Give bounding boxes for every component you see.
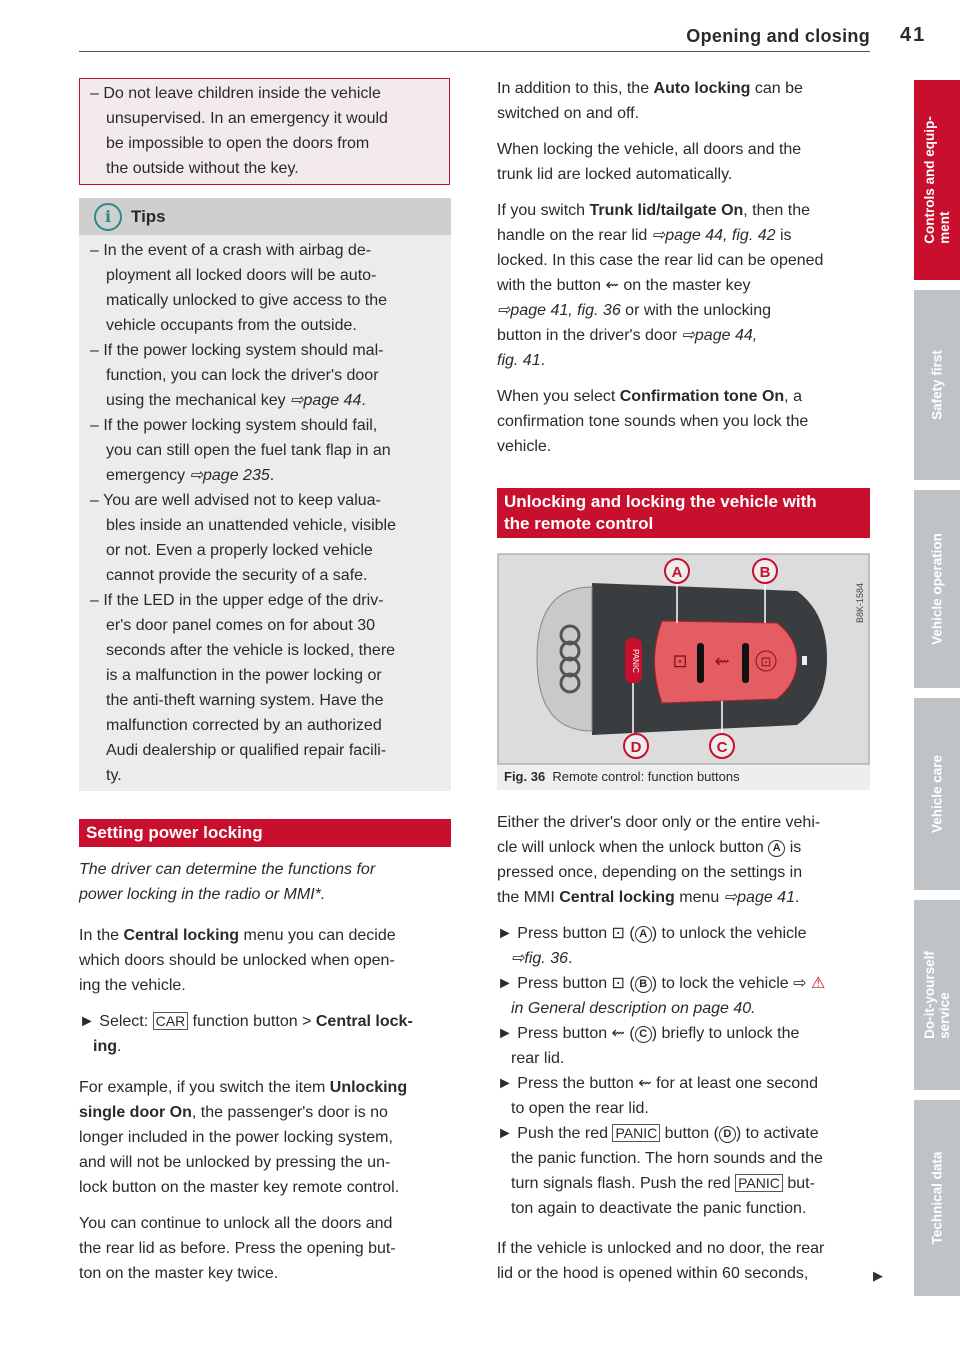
text-run: Trunk lid/tailgate On bbox=[589, 202, 744, 219]
text-run: ► Press the button ⇜ for at least one second bbox=[497, 1075, 818, 1092]
text-run: ) to unlock the vehicle bbox=[651, 925, 807, 942]
text-run: – You are well advised not to keep valua- bbox=[90, 492, 381, 509]
text-run: ) to lock the vehicle ⇨ bbox=[651, 975, 811, 992]
text-line bbox=[497, 1261, 824, 1286]
text-run: power locking in the radio or MMI*. bbox=[79, 886, 326, 903]
paragraph bbox=[79, 1211, 396, 1286]
text-line bbox=[90, 763, 396, 788]
text-run: the MMI bbox=[497, 889, 560, 906]
section-heading bbox=[497, 488, 870, 538]
text-run: , a bbox=[784, 388, 802, 405]
text-run: ty. bbox=[106, 767, 122, 784]
text-run: you can still open the fuel tank flap in an bbox=[106, 442, 391, 459]
text-run: Auto locking bbox=[653, 80, 751, 97]
text-run: ton again to deactivate the panic function. bbox=[511, 1200, 807, 1217]
panic-label: PANIC bbox=[631, 649, 640, 673]
text-line bbox=[79, 1034, 413, 1059]
side-tab-label: Do-it-yourself service bbox=[922, 951, 952, 1039]
page-reference[interactable]: ⇨page 44, bbox=[681, 327, 758, 344]
text-line bbox=[497, 1196, 825, 1221]
text-run: function, you can lock the driver's door bbox=[106, 367, 379, 384]
text-run: using the mechanical key bbox=[106, 392, 291, 409]
text-run: Audi dealership or qualified repair facili- bbox=[106, 742, 387, 759]
page-reference[interactable]: ⇨fig. 36 bbox=[511, 950, 568, 967]
text-line bbox=[79, 1100, 407, 1125]
continue-arrow-icon: ▶ bbox=[873, 1268, 883, 1283]
text-line bbox=[90, 338, 396, 363]
text-line bbox=[90, 131, 388, 156]
text-line bbox=[497, 298, 823, 323]
side-tab[interactable] bbox=[914, 900, 960, 1090]
text-line bbox=[90, 663, 396, 688]
side-tab-label: Controls and equip- ment bbox=[922, 116, 952, 244]
text-run: the rear lid as before. Press the opening but- bbox=[79, 1240, 396, 1257]
text-run: When locking the vehicle, all doors and the bbox=[497, 141, 802, 158]
text-run: The driver can determine the functions for bbox=[79, 861, 376, 878]
text-run: – Do not leave children inside the vehicle bbox=[90, 85, 381, 102]
text-run: be impossible to open the doors from bbox=[106, 135, 370, 152]
text-run: pressed once, depending on the settings in bbox=[497, 864, 803, 881]
text-line bbox=[497, 76, 803, 101]
text-run: Central lock- bbox=[315, 1013, 413, 1030]
led-indicator bbox=[802, 656, 807, 665]
tips-header bbox=[79, 198, 451, 235]
text-run: – If the LED in the upper edge of the driv- bbox=[90, 592, 384, 609]
remote-key-illustration bbox=[497, 553, 870, 765]
text-run: , then the bbox=[743, 202, 810, 219]
text-run: , the passenger's door is no bbox=[191, 1104, 388, 1121]
unlock-icon: ⊡ bbox=[672, 651, 688, 671]
section-heading-line: Unlocking and locking the vehicle with bbox=[504, 492, 817, 511]
text-line bbox=[497, 971, 825, 996]
text-run: ) to activate bbox=[735, 1125, 819, 1142]
text-line bbox=[90, 156, 388, 181]
text-run: Unlocking bbox=[329, 1079, 408, 1096]
text-line bbox=[90, 738, 396, 763]
text-line bbox=[90, 638, 396, 663]
header-rule bbox=[79, 51, 870, 52]
callout-d: D bbox=[630, 739, 642, 756]
text-line bbox=[90, 713, 396, 738]
text-run: – If the power locking system should mal- bbox=[90, 342, 384, 359]
text-line bbox=[497, 835, 820, 860]
text-line bbox=[90, 388, 396, 413]
text-run: Either the driver's door only or the entire vehi- bbox=[497, 814, 821, 831]
text-run: For example, if you switch the item bbox=[79, 1079, 330, 1096]
key-label: PANIC bbox=[735, 1174, 783, 1192]
text-line bbox=[90, 538, 396, 563]
text-run: vehicle. bbox=[497, 438, 552, 455]
text-run: the panic function. The horn sounds and the bbox=[511, 1150, 823, 1167]
chapter-title: Opening and closing bbox=[686, 26, 870, 46]
text-line bbox=[79, 1075, 407, 1100]
paragraph bbox=[79, 1075, 407, 1200]
text-run: . bbox=[794, 889, 800, 906]
key-label: CAR bbox=[153, 1012, 189, 1030]
text-line bbox=[79, 1175, 407, 1200]
figure-number: Fig. 36 bbox=[504, 769, 546, 784]
figure-code: B8K-1584 bbox=[855, 583, 865, 624]
paragraph bbox=[497, 137, 801, 187]
text-run: seconds after the vehicle is locked, there bbox=[106, 642, 396, 659]
text-line bbox=[90, 463, 396, 488]
text-line bbox=[497, 1121, 825, 1146]
callout-c: C bbox=[716, 739, 728, 756]
text-run: When you select bbox=[497, 388, 620, 405]
text-line bbox=[497, 996, 825, 1021]
text-line bbox=[90, 563, 396, 588]
text-line bbox=[497, 1171, 825, 1196]
side-tab-label: Vehicle care bbox=[929, 754, 945, 834]
text-run: which doors should be unlocked when open- bbox=[79, 952, 395, 969]
text-run: fig. 41 bbox=[497, 352, 541, 369]
text-run: and will not be unlocked by pressing the un- bbox=[79, 1154, 391, 1171]
paragraph bbox=[497, 1236, 824, 1286]
text-run: button ( bbox=[660, 1125, 719, 1142]
text-run: locked. In this case the rear lid can be opened bbox=[497, 252, 824, 269]
text-run: lock button on the master key remote control. bbox=[79, 1179, 400, 1196]
text-run: is bbox=[785, 839, 802, 856]
callout-ref: A bbox=[635, 926, 652, 943]
paragraph bbox=[79, 923, 396, 998]
text-run: ton on the master key twice. bbox=[79, 1265, 279, 1282]
paragraph bbox=[497, 810, 820, 910]
text-run: cle will unlock when the unlock button bbox=[497, 839, 769, 856]
side-tab[interactable] bbox=[914, 290, 960, 480]
text-run: emergency bbox=[106, 467, 190, 484]
text-line bbox=[79, 948, 396, 973]
text-line bbox=[497, 1071, 825, 1096]
text-run: switched on and off. bbox=[497, 105, 640, 122]
text-line bbox=[90, 288, 396, 313]
text-line bbox=[497, 198, 823, 223]
text-run: bles inside an unattended vehicle, visible bbox=[106, 517, 396, 534]
text-line bbox=[79, 973, 396, 998]
intro-text bbox=[79, 857, 375, 907]
text-line bbox=[79, 1261, 396, 1286]
callout-b: B bbox=[759, 564, 771, 581]
text-run: malfunction corrected by an authorized bbox=[106, 717, 382, 734]
key-label: PANIC bbox=[612, 1124, 660, 1142]
text-line bbox=[90, 438, 396, 463]
text-run: or not. Even a properly locked vehicle bbox=[106, 542, 373, 559]
text-line bbox=[497, 1236, 824, 1261]
text-run: is bbox=[775, 227, 792, 244]
text-run: . bbox=[117, 1038, 122, 1055]
text-line bbox=[90, 688, 396, 713]
text-line bbox=[90, 413, 396, 438]
side-tab[interactable] bbox=[914, 490, 960, 688]
text-run: er's door panel comes on for about 30 bbox=[106, 617, 375, 634]
text-run: ► Press button ⊡ ( bbox=[497, 925, 635, 942]
text-line bbox=[497, 162, 801, 187]
text-run: – If the power locking system should fail, bbox=[90, 417, 378, 434]
text-run: Central locking bbox=[559, 889, 675, 906]
text-run: but- bbox=[782, 1175, 815, 1192]
text-run: to open the rear lid. bbox=[511, 1100, 649, 1117]
side-tab[interactable] bbox=[914, 698, 960, 890]
tips-title: Tips bbox=[131, 207, 166, 226]
tips-text bbox=[90, 238, 396, 788]
text-run: Central locking bbox=[123, 927, 240, 944]
text-line bbox=[497, 946, 825, 971]
text-line bbox=[497, 323, 823, 348]
text-line bbox=[497, 101, 803, 126]
text-run: . bbox=[361, 392, 366, 409]
text-line bbox=[497, 1046, 825, 1071]
section-heading-line: the remote control bbox=[504, 514, 654, 533]
section-heading: Setting power locking bbox=[79, 819, 451, 847]
text-run: If the vehicle is unlocked and no door, the rear bbox=[497, 1240, 825, 1257]
page-reference[interactable]: ⇨page 235 bbox=[189, 467, 270, 484]
text-line bbox=[79, 1125, 407, 1150]
text-line bbox=[497, 860, 820, 885]
text-line bbox=[79, 1211, 396, 1236]
text-run: handle on the rear lid bbox=[497, 227, 652, 244]
text-line bbox=[497, 885, 820, 910]
paragraph bbox=[497, 384, 808, 459]
text-line bbox=[497, 921, 825, 946]
paragraph bbox=[497, 198, 823, 373]
text-run: menu bbox=[674, 889, 724, 906]
lock-icon: ⊡ bbox=[760, 654, 772, 669]
text-run: ing bbox=[93, 1038, 117, 1055]
page-reference[interactable]: ⇨page 44, fig. 42 bbox=[651, 227, 776, 244]
text-run: turn signals flash. Push the red bbox=[511, 1175, 736, 1192]
text-line bbox=[497, 1146, 825, 1171]
side-tab-label: Vehicle operation bbox=[929, 533, 945, 645]
callout-ref: A bbox=[768, 840, 785, 857]
figure-caption bbox=[504, 769, 740, 784]
trunk-icon: ⇜ bbox=[714, 651, 730, 671]
text-run: ► Push the red bbox=[497, 1125, 613, 1142]
text-run: ► Press button ⊡ ( bbox=[497, 975, 635, 992]
text-line bbox=[90, 488, 396, 513]
text-line bbox=[79, 923, 396, 948]
text-run: ployment all locked doors will be auto- bbox=[106, 267, 377, 284]
text-line bbox=[90, 513, 396, 538]
callout-a: A bbox=[671, 564, 683, 581]
text-run: Confirmation tone On bbox=[619, 388, 785, 405]
text-line bbox=[90, 263, 396, 288]
text-line bbox=[90, 106, 388, 131]
text-run: In addition to this, the bbox=[497, 80, 654, 97]
text-run: menu you can decide bbox=[239, 927, 396, 944]
text-run: – In the event of a crash with airbag de- bbox=[90, 242, 372, 259]
text-run: vehicle occupants from the outside. bbox=[106, 317, 357, 334]
text-line bbox=[497, 273, 823, 298]
text-line bbox=[497, 1021, 825, 1046]
side-tab[interactable] bbox=[914, 1100, 960, 1296]
paragraph bbox=[497, 76, 803, 126]
text-line bbox=[497, 137, 801, 162]
side-tab-label: Technical data bbox=[929, 1151, 945, 1245]
text-run: In the bbox=[79, 927, 124, 944]
text-run: confirmation tone sounds when you lock the bbox=[497, 413, 809, 430]
info-icon: i bbox=[94, 203, 122, 231]
callout-ref: D bbox=[719, 1126, 736, 1143]
text-run: ► Press button ⇜ ( bbox=[497, 1025, 635, 1042]
warning-icon: ⚠ bbox=[810, 975, 826, 992]
text-run: cannot provide the security of a safe. bbox=[106, 567, 368, 584]
text-line bbox=[79, 882, 375, 907]
text-line bbox=[497, 248, 823, 273]
page-number: 41 bbox=[900, 24, 927, 46]
text-line bbox=[79, 1236, 396, 1261]
text-run: is a malfunction in the power locking or bbox=[106, 667, 382, 684]
text-run: longer included in the power locking system, bbox=[79, 1129, 393, 1146]
text-run: You can continue to unlock all the doors and bbox=[79, 1215, 393, 1232]
text-line bbox=[497, 434, 808, 459]
text-line bbox=[497, 409, 808, 434]
text-line bbox=[79, 1009, 413, 1034]
text-run: If you switch bbox=[497, 202, 590, 219]
text-run: unsupervised. In an emergency it would bbox=[106, 110, 388, 127]
text-line bbox=[79, 1150, 407, 1175]
text-run: trunk lid are locked automatically. bbox=[497, 166, 733, 183]
text-run: matically unlocked to give access to the bbox=[106, 292, 388, 309]
figure-caption-text: Remote control: function buttons bbox=[552, 769, 740, 784]
instruction bbox=[79, 1009, 413, 1059]
text-line bbox=[497, 1096, 825, 1121]
text-line bbox=[90, 81, 388, 106]
text-run: with the button ⇜ on the master key bbox=[497, 277, 751, 294]
callout-ref: B bbox=[635, 976, 652, 993]
page-reference[interactable]: ⇨page 41 bbox=[723, 889, 795, 906]
text-run: lid or the hood is opened within 60 seconds, bbox=[497, 1265, 809, 1282]
text-run: . bbox=[269, 467, 275, 484]
text-run: or with the unlocking bbox=[620, 302, 772, 319]
text-line bbox=[497, 810, 820, 835]
side-tab[interactable] bbox=[914, 80, 960, 280]
text-run: can be bbox=[750, 80, 803, 97]
callout-ref: C bbox=[635, 1026, 652, 1043]
text-run: function button > bbox=[188, 1013, 316, 1030]
side-tab-label: Safety first bbox=[929, 350, 945, 420]
text-line bbox=[90, 238, 396, 263]
text-line bbox=[79, 857, 375, 882]
bullet-list bbox=[497, 921, 825, 1221]
text-line bbox=[497, 384, 808, 409]
text-line bbox=[90, 363, 396, 388]
text-run: . bbox=[568, 950, 573, 967]
text-run: ing the vehicle. bbox=[79, 977, 186, 994]
text-line bbox=[90, 313, 396, 338]
text-line bbox=[497, 223, 823, 248]
text-run: the anti-theft warning system. Have the bbox=[106, 692, 384, 709]
text-run: button in the driver's door bbox=[497, 327, 682, 344]
text-run: single door On bbox=[79, 1104, 192, 1121]
text-run: ► Select: bbox=[79, 1013, 153, 1030]
text-run: the outside without the key. bbox=[106, 160, 299, 177]
text-run: . bbox=[540, 352, 546, 369]
page-reference[interactable]: ⇨page 44 bbox=[290, 392, 362, 409]
text-line bbox=[90, 613, 396, 638]
text-line bbox=[90, 588, 396, 613]
text-run: rear lid. bbox=[511, 1050, 565, 1067]
figure-remote-control bbox=[497, 553, 870, 790]
text-run: in General description on page 40. bbox=[511, 1000, 756, 1017]
page-reference[interactable]: ⇨page 41, fig. 36 bbox=[497, 302, 621, 319]
text-run: ) briefly to unlock the bbox=[651, 1025, 800, 1042]
warning-text bbox=[90, 81, 388, 181]
text-line bbox=[497, 348, 823, 373]
